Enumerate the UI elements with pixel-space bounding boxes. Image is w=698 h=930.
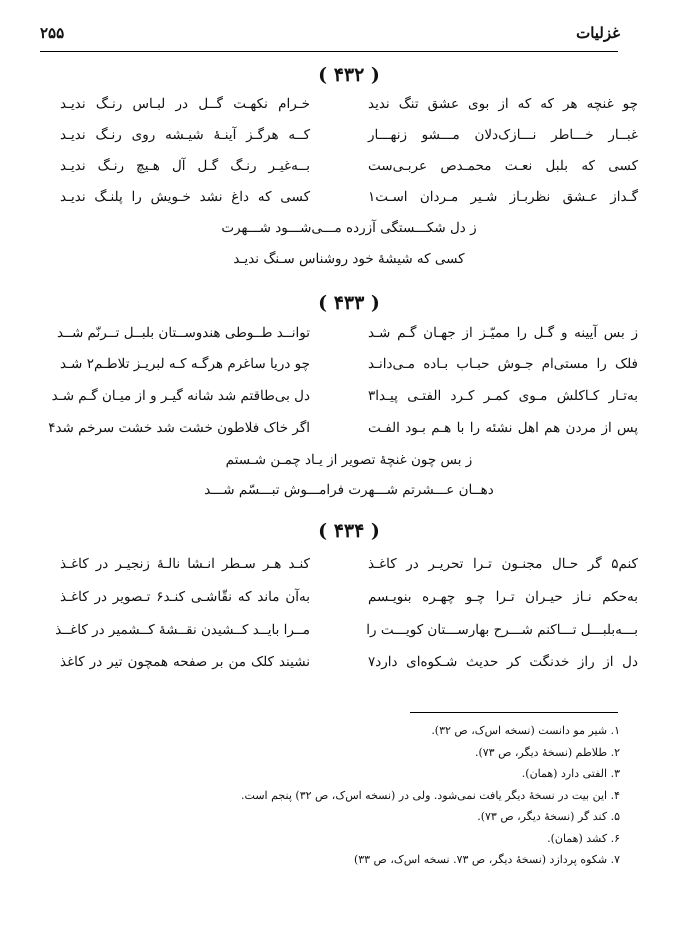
first-hemistich: ز بس آیینه و گـل را ممیّـز از جهـان گـم شـد (368, 325, 638, 341)
second-hemistich: خـرام نکهـت گــل در لبـاس رنـگ ندیـد (60, 96, 310, 112)
first-hemistich: کسی که بلبل نعـت محمـد‌ص عربـی‌ست (368, 158, 638, 174)
page-number: ۲۵۵ (40, 24, 65, 42)
couplet (60, 96, 638, 116)
second-hemistich: اگر خاک فلاطون خشت شد خشت سرخم شد۴ (48, 420, 310, 436)
footnote: ۲. طلاطم (نسخهٔ دیگر، ص ۷۳). (474, 745, 620, 759)
footnote: ۶. کشد (همان). (547, 831, 620, 845)
footnote: ۳. الفتی دارد (همان). (521, 767, 620, 780)
footnote: ۷. شکوه پردازد (نسخهٔ دیگر، ص ۷۳. نسخه اس‌ک، ص ۳۳) (353, 853, 620, 866)
second-hemistich: مــرا بایــد کــشیدن نقــشهٔ کــشمیر در کاغــذ (55, 622, 310, 638)
first-hemistich: گـداز عـشق نظربـاز شـیر مـردان اسـت۱ (368, 189, 638, 205)
second-hemistich: کنـد هـر سـطر انـشا نالـهٔ زنجیـر در کاغـذ (60, 556, 310, 572)
footnotes (80, 720, 620, 871)
second-hemistich: کسی که داغ نشد خـویش را پلنـگ ندیـد (60, 189, 310, 205)
couplet (55, 622, 638, 642)
first-hemistich: پس از مردن هم اهل نشئه را با هـم بـود الفـت (368, 420, 638, 436)
footnote: ۱. شیر مو دانست (نسخه اس‌ک، ص ۳۲). (431, 724, 620, 737)
couplet (60, 589, 638, 609)
footnote-rule (410, 712, 618, 713)
poem-number: ( ۴۳۳ ) (318, 292, 380, 314)
couplet (60, 654, 638, 674)
running-title: غزلیات (576, 24, 620, 42)
second-hemistich: بــه‌غیـر رنـگ گـل آل هـیچ رنـگ ندیـد (60, 158, 310, 174)
final-hemistich: دهــان عـــشرتم شـــهرت فرامـــوش تبـــسّم شـــد (204, 482, 494, 498)
poem-number: ( ۴۳۴ ) (318, 520, 380, 542)
first-hemistich: چو غنچه هر که که از بوی عشق تنگ ندید (368, 96, 638, 112)
first-hemistich: کنم۵ گر حـال مجنـون تـرا تحریـر در کاغـذ (368, 556, 638, 572)
first-hemistich: بـــه‌بلبـــل تـــاکنم شـــرح بهارســـتان کویـــت را (366, 622, 638, 638)
final-hemistich: کسی که شیشهٔ خود روشناس سـنگ ندیـد (233, 251, 465, 267)
couplet (51, 388, 638, 408)
first-hemistich: به‌تـار کـاکلش مـوی کمـر کـرد الفتـی پیـدا۳ (368, 388, 638, 404)
first-hemistich: فلک را مستی‌ام جـوش حبـاب بـاده مـی‌دانـد (368, 356, 638, 372)
header-rule (40, 51, 618, 52)
couplet (60, 356, 638, 376)
second-hemistich: چو دریا ساغرم هرگـه کـه لبریـز تلاطـم۲ شـد (60, 356, 310, 372)
first-hemistich: غبــار خـــاطر نـــازک‌دلان مـــشو زنهـــار (368, 127, 638, 143)
couplet (60, 158, 638, 178)
footnote: ۴. این بیت در نسخهٔ دیگر یافت نمی‌شود. ولی در (نسخه اس‌ک، ص ۳۲) پنجم است. (241, 788, 620, 802)
second-hemistich: توانــد طــوطی هندوســتان بلبــل تــرنّم شــد (56, 325, 310, 341)
running-header (40, 22, 620, 44)
first-hemistich: دل از راز خدنگت کر حدیث شـکوه‌ای دارد۷ (368, 654, 638, 670)
final-hemistich: ز دل شکـــستگی آزرده مـــی‌شـــود شـــهرت (221, 220, 477, 236)
second-hemistich: دل بی‌طاقتم شد شانه گیـر و از میـان گـم شـد (51, 388, 310, 404)
couplet (48, 420, 638, 440)
second-hemistich: به‌آن ماند که نقّاشـی کنـد۶ تـصویر در کاغـذ (60, 589, 310, 605)
couplet (60, 556, 638, 576)
couplet (60, 189, 638, 209)
first-hemistich: به‌حکم نـاز حیـران تـرا چـو چهـره بنویـسم (368, 589, 638, 605)
couplet (60, 127, 638, 147)
poem-number: ( ۴۳۲ ) (318, 64, 380, 86)
second-hemistich: کــه هرگـز آینـهٔ شیـشه روی رنـگ ندیـد (60, 127, 310, 143)
final-hemistich: ز بس چون غنچهٔ تصویر از یـاد چمـن شـستم (225, 452, 473, 468)
footnote: ۵. کند گر (نسخهٔ دیگر، ص ۷۳). (477, 810, 620, 823)
second-hemistich: نشیند کلک من بر صفحه همچون تیر در کاغذ (60, 654, 310, 670)
couplet (56, 325, 638, 345)
